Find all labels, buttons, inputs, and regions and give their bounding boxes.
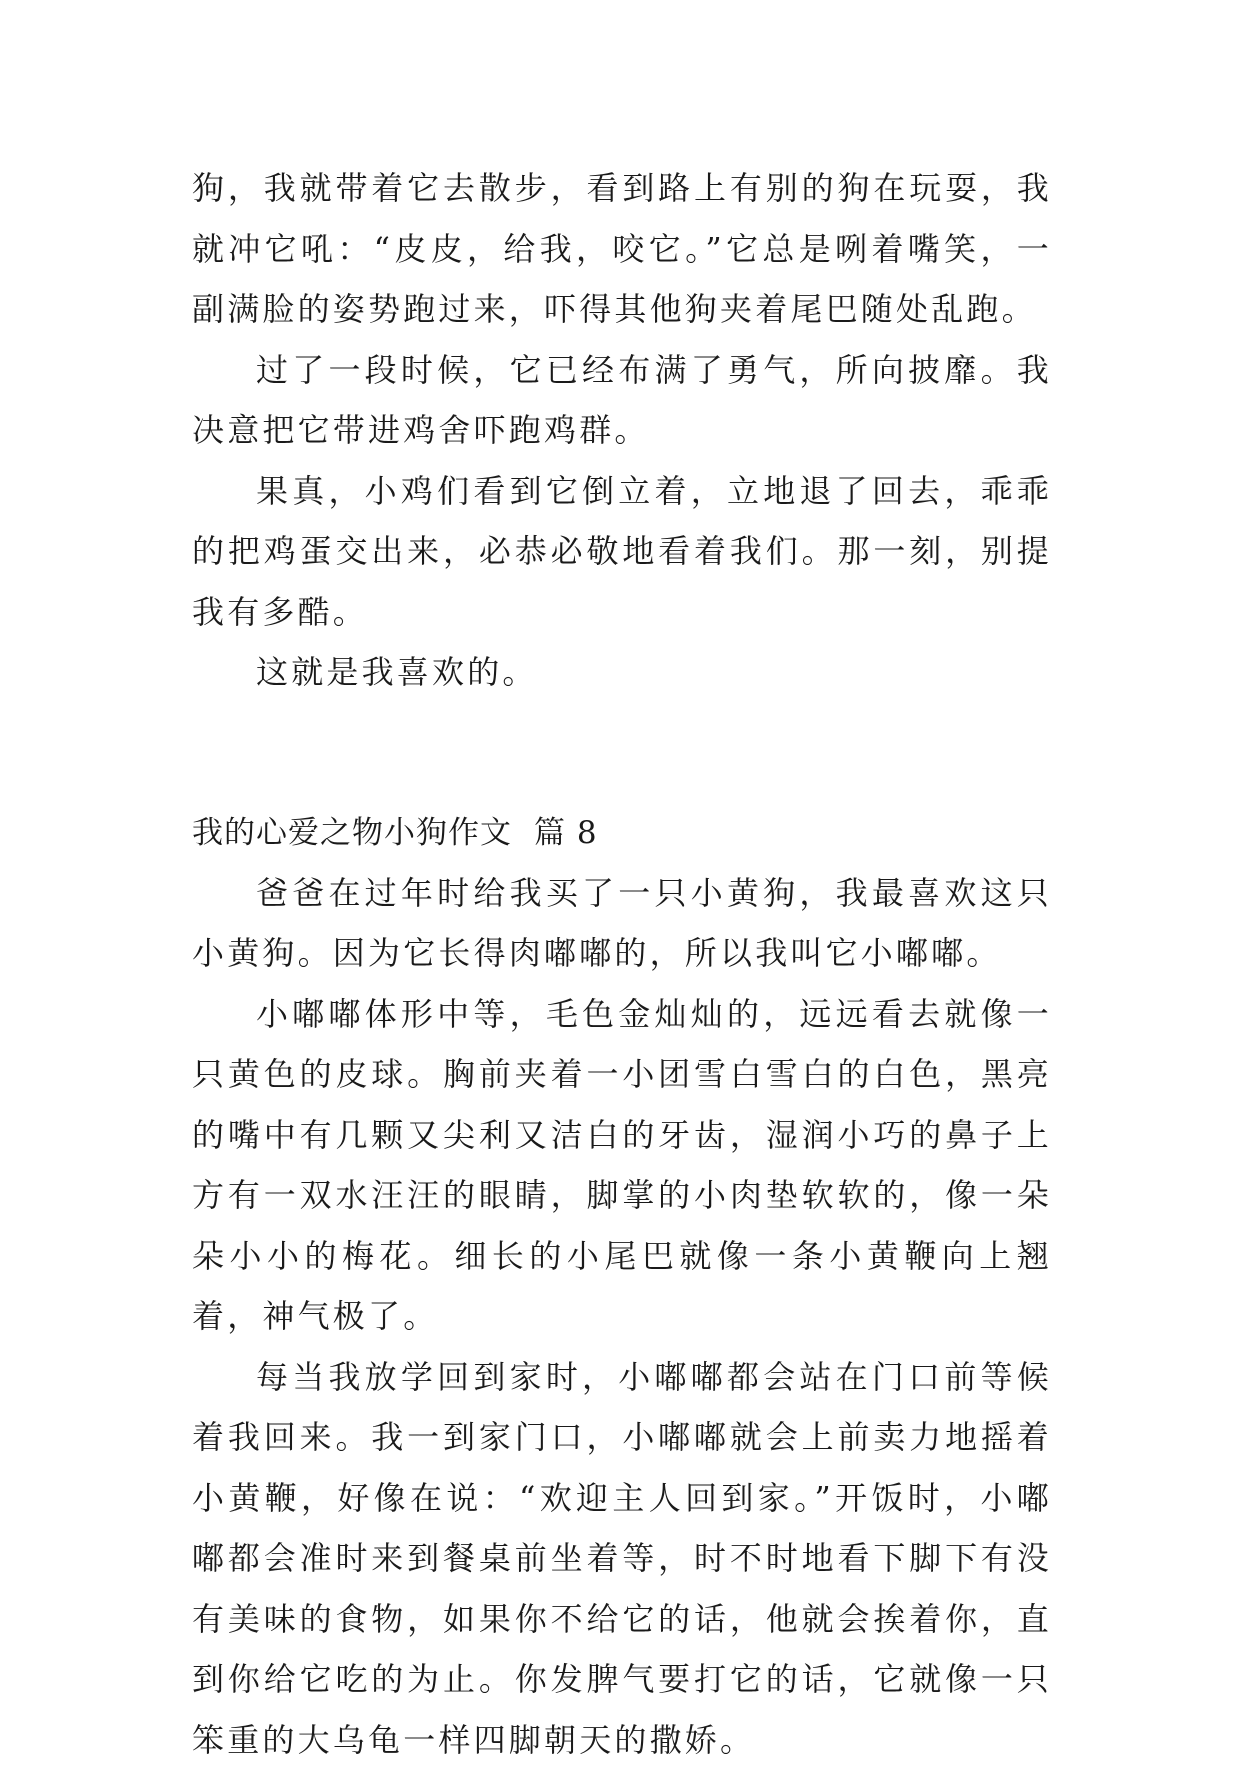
section-gap <box>192 703 1052 803</box>
paragraph: 果真，小鸡们看到它倒立着，立地退了回去，乖乖的把鸡蛋交出来，必恭必敬地看着我们。那一刻，别提我有多酷。 <box>192 461 1052 643</box>
section-title: 我的心爱之物小狗作文 <box>192 815 512 851</box>
paragraph: 小嘟嘟体形中等，毛色金灿灿的，远远看去就像一只黄色的皮球。胸前夹着一小团雪白雪白的白色，黑亮的嘴中有几颗又尖利又洁白的牙齿，湿润小巧的鼻子上方有一双水汪汪的眼睛，脚掌的小肉垫软软的，像一朵朵小小的梅花。细长的小尾巴就像一条小黄鞭向上翘着，神气极了。 <box>192 984 1052 1347</box>
section-number: 篇 8 <box>534 815 598 851</box>
document-body <box>192 158 1052 1770</box>
paragraph-continuation: 狗，我就带着它去散步，看到路上有别的狗在玩耍，我就冲它吼：“皮皮，给我，咬它。”它总是咧着嘴笑，一副满脸的姿势跑过来，吓得其他狗夹着尾巴随处乱跑。 <box>192 158 1052 340</box>
paragraph: 过了一段时候，它已经布满了勇气，所向披靡。我决意把它带进鸡舍吓跑鸡群。 <box>192 340 1052 461</box>
paragraph: 这就是我喜欢的。 <box>192 642 1052 703</box>
section-heading <box>192 803 1052 863</box>
paragraph: 爸爸在过年时给我买了一只小黄狗，我最喜欢这只小黄狗。因为它长得肉嘟嘟的，所以我叫它小嘟嘟。 <box>192 863 1052 984</box>
paragraph: 每当我放学回到家时，小嘟嘟都会站在门口前等候着我回来。我一到家门口，小嘟嘟就会上前卖力地摇着小黄鞭，好像在说：“欢迎主人回到家。”开饭时，小嘟嘟都会准时来到餐桌前坐着等，时不时地看下脚下有没有美味的食物，如果你不给它的话，他就会挨着你，直到你给它吃的为止。你发脾气要打它的话，它就像一只笨重的大乌龟一样四脚朝天的撒娇。 <box>192 1347 1052 1770</box>
